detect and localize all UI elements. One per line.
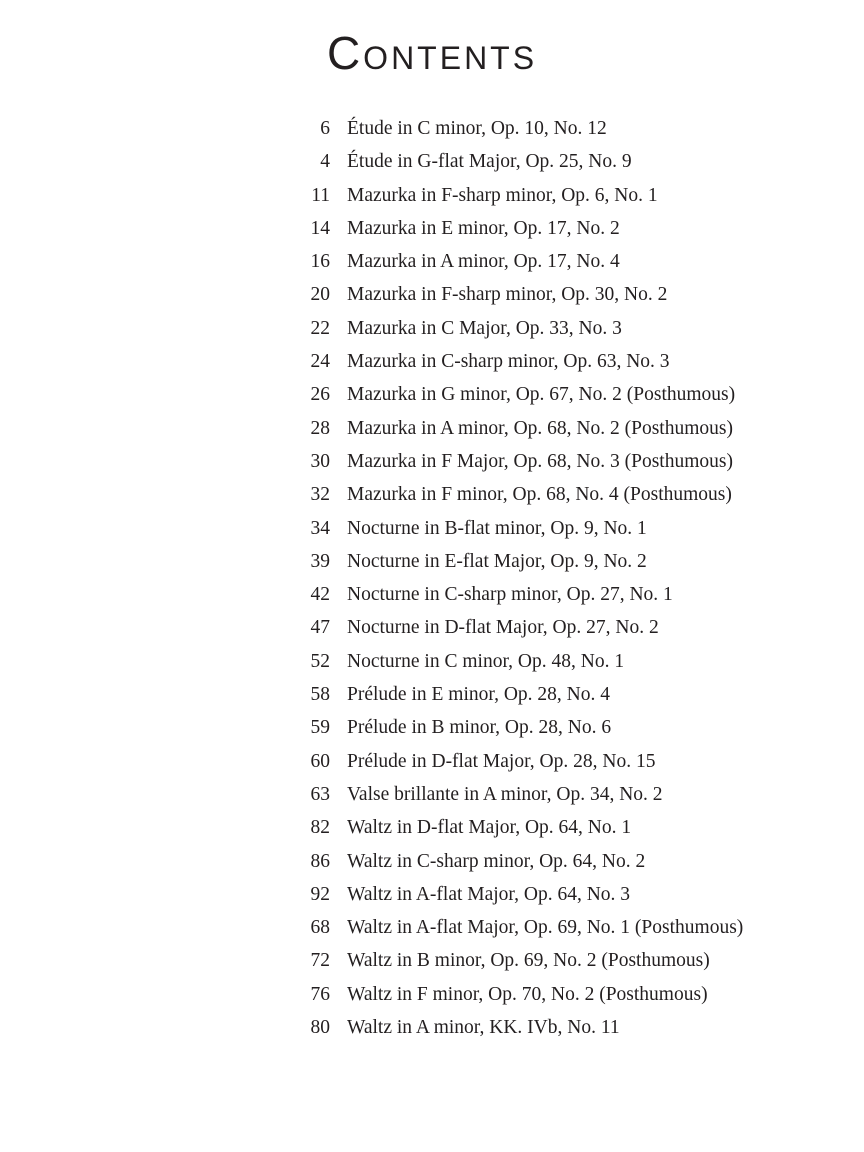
toc-entry-title: Nocturne in B-flat minor, Op. 9, No. 1 bbox=[347, 517, 647, 539]
toc-page-number: 86 bbox=[310, 850, 330, 872]
toc-entry-title: Waltz in A-flat Major, Op. 64, No. 3 bbox=[347, 883, 631, 905]
toc-page-number: 60 bbox=[310, 750, 330, 772]
toc-page-number: 4 bbox=[320, 151, 330, 173]
toc-entry-title: Mazurka in C-sharp minor, Op. 63, No. 3 bbox=[347, 351, 670, 373]
toc-entry-title: Nocturne in E-flat Major, Op. 9, No. 2 bbox=[347, 550, 647, 572]
toc-entry bbox=[292, 645, 743, 678]
toc-entry-title: Mazurka in E minor, Op. 17, No. 2 bbox=[347, 217, 620, 239]
toc-entry bbox=[292, 179, 743, 212]
toc-entry-title: Nocturne in C minor, Op. 48, No. 1 bbox=[347, 650, 625, 672]
toc-page-number: 76 bbox=[310, 983, 330, 1005]
toc-page-number: 6 bbox=[320, 118, 330, 139]
toc-entry bbox=[292, 512, 743, 545]
toc-entry-title: Mazurka in F Major, Op. 68, No. 3 (Posthumous) bbox=[347, 450, 733, 472]
toc-entry-title: Waltz in B minor, Op. 69, No. 2 (Posthumous) bbox=[347, 950, 710, 972]
toc-entry-title: Étude in G-flat Major, Op. 25, No. 9 bbox=[347, 151, 632, 173]
toc-page-number: 30 bbox=[310, 450, 330, 472]
toc-entry-title: Mazurka in G minor, Op. 67, No. 2 (Posthumous) bbox=[347, 384, 736, 406]
toc-entry bbox=[292, 212, 743, 245]
toc-page-number: 80 bbox=[310, 1017, 330, 1039]
toc-entry-title: Mazurka in F-sharp minor, Op. 30, No. 2 bbox=[347, 284, 668, 306]
toc-entry bbox=[292, 545, 743, 578]
toc-entry-title: Nocturne in D-flat Major, Op. 27, No. 2 bbox=[347, 617, 659, 639]
toc-page-number: 42 bbox=[310, 584, 330, 606]
toc-entry bbox=[292, 944, 743, 977]
toc-page-number: 16 bbox=[310, 251, 330, 273]
toc-entry-title: Waltz in A-flat Major, Op. 69, No. 1 (Posthumous) bbox=[347, 917, 744, 939]
toc-page-number: 32 bbox=[310, 484, 330, 506]
toc-entry bbox=[292, 978, 743, 1011]
toc-entry-title: Mazurka in A minor, Op. 17, No. 4 bbox=[347, 251, 620, 273]
toc-entry-title: Waltz in D-flat Major, Op. 64, No. 1 bbox=[347, 817, 632, 839]
toc-page-number: 63 bbox=[310, 783, 330, 805]
page-title-rest: ONTENTS bbox=[363, 40, 538, 76]
toc-page-number: 26 bbox=[310, 384, 330, 406]
toc-page-number: 20 bbox=[310, 284, 330, 306]
toc-entry bbox=[292, 245, 743, 278]
toc-entry bbox=[292, 145, 743, 178]
toc-entry bbox=[292, 845, 743, 878]
toc-entry bbox=[292, 445, 743, 478]
toc-page-number: 47 bbox=[310, 617, 330, 639]
toc-entry bbox=[292, 711, 743, 744]
toc-entry-title: Waltz in F minor, Op. 70, No. 2 (Posthumous) bbox=[347, 983, 708, 1005]
toc-entry bbox=[292, 678, 743, 711]
toc-entry-title: Mazurka in F-sharp minor, Op. 6, No. 1 bbox=[347, 184, 658, 206]
toc-page-number: 14 bbox=[310, 217, 330, 239]
toc-entry-title: Mazurka in C Major, Op. 33, No. 3 bbox=[347, 317, 622, 339]
toc-page-number: 11 bbox=[311, 184, 330, 206]
toc-entry bbox=[292, 478, 743, 511]
toc-page-number: 39 bbox=[310, 550, 330, 572]
toc-page-number: 58 bbox=[310, 684, 330, 706]
toc-entry-title: Prélude in E minor, Op. 28, No. 4 bbox=[347, 684, 610, 706]
toc-page-number: 34 bbox=[310, 517, 330, 539]
toc-entry bbox=[292, 611, 743, 644]
table-of-contents bbox=[292, 112, 743, 1044]
toc-entry bbox=[292, 578, 743, 611]
toc-entry-title: Nocturne in C-sharp minor, Op. 27, No. 1 bbox=[347, 584, 673, 606]
toc-entry bbox=[292, 345, 743, 378]
toc-page-number: 59 bbox=[310, 717, 330, 739]
toc-entry bbox=[292, 811, 743, 844]
toc-entry-title: Étude in C minor, Op. 10, No. 12 bbox=[347, 118, 607, 139]
toc-entry bbox=[292, 745, 743, 778]
toc-entry bbox=[292, 878, 743, 911]
toc-entry bbox=[292, 378, 743, 411]
toc-entry bbox=[292, 278, 743, 311]
toc-entry-title: Waltz in A minor, KK. IVb, No. 11 bbox=[347, 1017, 620, 1039]
toc-entry bbox=[292, 1011, 743, 1044]
toc-entry-title: Prélude in B minor, Op. 28, No. 6 bbox=[347, 717, 612, 739]
toc-page-number: 52 bbox=[310, 650, 330, 672]
toc-entry-title: Waltz in C-sharp minor, Op. 64, No. 2 bbox=[347, 850, 646, 872]
toc-page-number: 82 bbox=[310, 817, 330, 839]
toc-entry bbox=[292, 911, 743, 944]
toc-page-number: 28 bbox=[310, 417, 330, 439]
toc-page-number: 24 bbox=[310, 351, 330, 373]
toc-entry bbox=[292, 778, 743, 811]
toc-entry bbox=[292, 312, 743, 345]
toc-page-number: 92 bbox=[310, 883, 330, 905]
toc-entry-title: Valse brillante in A minor, Op. 34, No. 2 bbox=[347, 783, 663, 805]
toc-page-number: 68 bbox=[310, 917, 330, 939]
toc-page-number: 72 bbox=[310, 950, 330, 972]
toc-page-number: 22 bbox=[310, 317, 330, 339]
page-title bbox=[0, 27, 864, 79]
toc-entry-title: Mazurka in A minor, Op. 68, No. 2 (Posthumous) bbox=[347, 417, 733, 439]
toc-entry-title: Mazurka in F minor, Op. 68, No. 4 (Posthumous) bbox=[347, 484, 732, 506]
page-title-initial: C bbox=[326, 27, 364, 79]
toc-entry bbox=[292, 412, 743, 445]
toc-entry-title: Prélude in D-flat Major, Op. 28, No. 15 bbox=[347, 750, 656, 772]
toc-entry bbox=[292, 112, 743, 145]
